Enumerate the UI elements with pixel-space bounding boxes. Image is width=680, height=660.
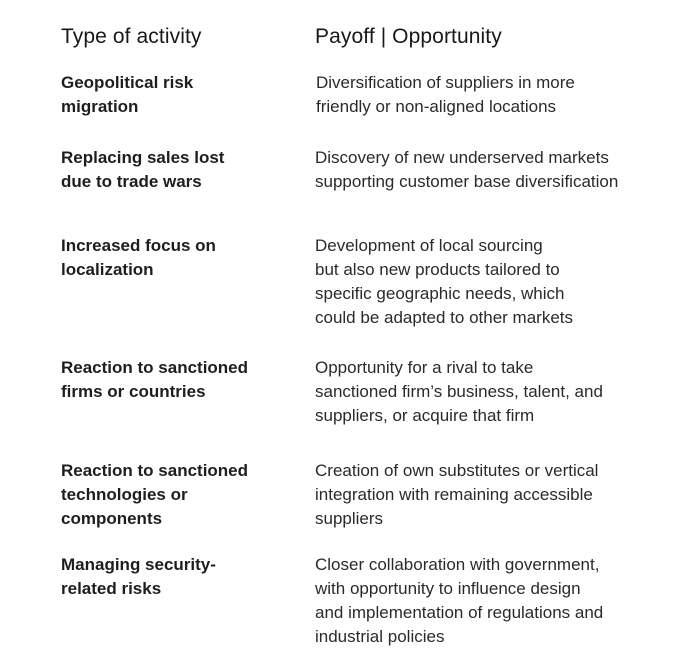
payoff-cell: Development of local sourcing but also new products tailored to specific geographic needs, which could be adapted to other markets: [315, 236, 573, 327]
payoff-cell: Discovery of new underserved markets supporting customer base diversification: [315, 148, 619, 191]
activity-type-cell: Reaction to sanctioned technologies or components: [61, 461, 249, 528]
activity-type-cell: Managing security- related risks: [61, 555, 216, 598]
activity-type-cell: Geopolitical risk migration: [61, 73, 194, 116]
column-header-payoff: Payoff | Opportunity: [315, 25, 502, 48]
payoff-cell: Opportunity for a rival to take sanctioned firm’s business, talent, and suppliers, or acquire that firm: [315, 358, 603, 425]
activity-type-cell: Increased focus on localization: [61, 236, 216, 279]
payoff-cell: Closer collaboration with government, with opportunity to influence design and implementation of regulations and industrial policies: [315, 555, 604, 646]
column-header-type: Type of activity: [61, 25, 202, 48]
activity-type-cell: Reaction to sanctioned firms or countries: [61, 358, 249, 401]
activity-type-cell: Replacing sales lost due to trade wars: [61, 148, 225, 191]
payoff-cell: Creation of own substitutes or vertical integration with remaining accessible suppliers: [315, 461, 599, 528]
payoff-cell: Diversification of suppliers in more friendly or non-aligned locations: [316, 73, 575, 116]
